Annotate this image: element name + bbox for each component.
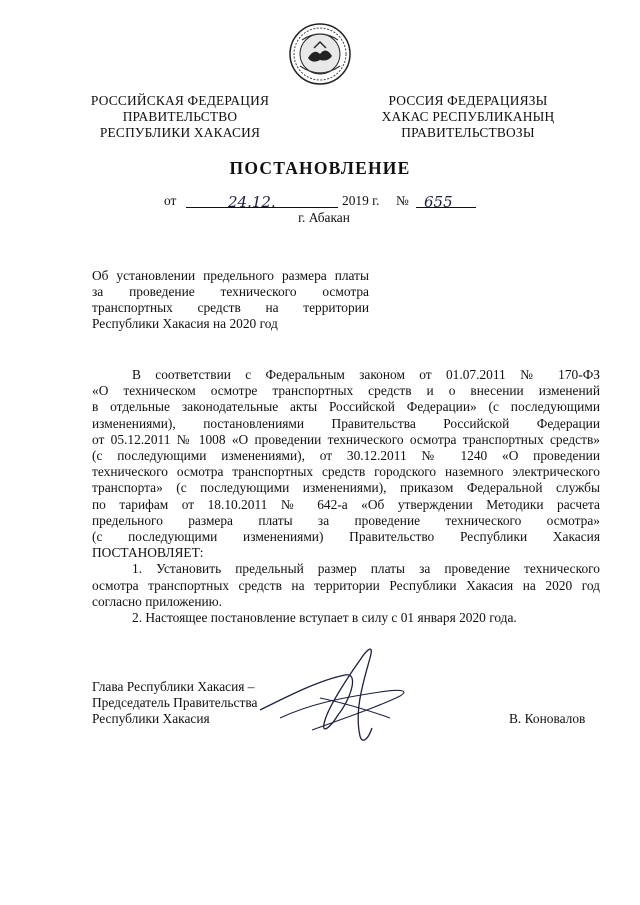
number-handwritten: 655 — [424, 193, 453, 211]
header-right-line: РОССИЯ ФЕДЕРАЦИЯЗЫ — [388, 93, 548, 108]
preamble-line: от 05.12.2011 № 1008 «О проведении технического осмотра транспортных средств» — [92, 431, 600, 447]
document-body — [92, 367, 600, 626]
preamble-line: предельного размера платы за проведение технического осмотра» — [92, 512, 600, 528]
item-1-line: осмотра транспортных средств на территории Республики Хакасия на 2020 год — [92, 577, 600, 593]
preamble-paragraph — [92, 367, 600, 561]
subject-line: транспортных средств на территории — [92, 300, 369, 315]
subject-line: Об установлении предельного размера платы — [92, 268, 369, 283]
preamble-line: В соответствии с Федеральным законом от 01.07.2011 № 170-ФЗ — [132, 367, 600, 382]
signer-position-line: Глава Республики Хакасия – — [92, 679, 255, 694]
coat-of-arms-emblem — [288, 22, 352, 86]
preamble-line: в отдельные законодательные акты Российской Федерации» (с последующими — [92, 399, 600, 415]
handwritten-signature — [250, 640, 420, 750]
item-1-line: согласно приложению. — [92, 593, 223, 609]
item-2-paragraph — [92, 610, 600, 626]
signer-name: В. Коновалов — [509, 711, 586, 726]
year-label: 2019 г. — [342, 193, 380, 208]
date-line — [0, 193, 640, 211]
header-left-line: РЕСПУБЛИКИ ХАКАСИЯ — [99, 125, 261, 140]
header-left-line: ПРАВИТЕЛЬСТВО — [122, 109, 238, 124]
date-handwritten: 24.12. — [228, 193, 276, 211]
preamble-line: изменениями), постановлениями Правительства Российской Федерации — [92, 415, 600, 431]
document-title: ПОСТАНОВЛЕНИЕ — [229, 158, 411, 178]
header-left-line: РОССИЙСКАЯ ФЕДЕРАЦИЯ — [90, 93, 270, 108]
item-2-line: 2. Настоящее постановление вступает в силу с 01 января 2020 года. — [132, 610, 517, 626]
header-right-line: ПРАВИТЕЛЬСТВОЗЫ — [401, 125, 535, 140]
preamble-line: ПОСТАНОВЛЯЕТ: — [92, 545, 204, 561]
signer-position-line: Председатель Правительства — [92, 695, 258, 710]
signer-position-line: Республики Хакасия — [92, 711, 210, 726]
subject-line: Республики Хакасия на 2020 год — [92, 316, 278, 331]
city-label: г. Абакан — [298, 210, 350, 225]
document-subject — [92, 268, 369, 332]
preamble-line: (с последующими изменениями) Правительство Республики Хакасия — [92, 529, 600, 545]
header-right — [348, 93, 588, 141]
subject-line: за проведение технического осмотра — [92, 284, 369, 299]
preamble-line: транспорта» (с последующими изменениями), приказом Федеральной службы — [92, 480, 600, 496]
preamble-line: по тарифам от 18.10.2011 № 642-а «Об утверждении Методики расчета — [92, 496, 600, 512]
header-right-line: ХАКАС РЕСПУБЛИКАНЫҢ — [381, 109, 555, 124]
date-from-label: от — [164, 193, 177, 208]
header-left — [60, 93, 300, 141]
number-label: № — [396, 193, 409, 208]
preamble-line: технического осмотра транспортных средств городского наземного электрического — [92, 464, 600, 480]
preamble-line: (с последующими изменениями), от 30.12.2011 № 1240 «О проведении — [92, 448, 600, 464]
item-1-line: 1. Установить предельный размер платы за проведение технического — [132, 561, 600, 577]
item-1-paragraph — [92, 561, 600, 610]
preamble-line: «О техническом осмотре транспортных средств и о внесении изменений — [92, 383, 600, 399]
